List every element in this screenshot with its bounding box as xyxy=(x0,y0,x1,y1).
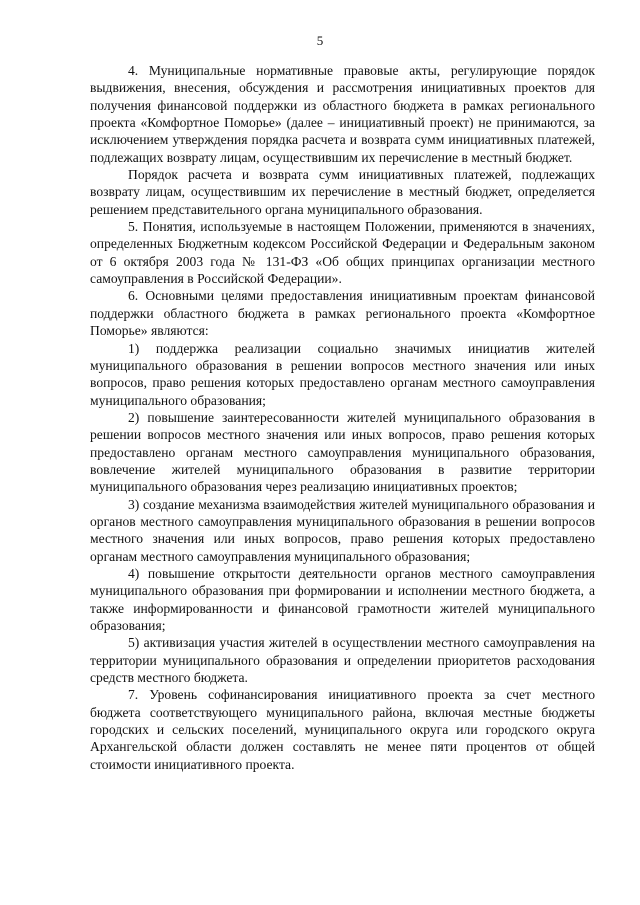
paragraph-4-normative-acts: 4. Муниципальные нормативные правовые акты, регулирующие порядок выдвижения, внесения, обсуждения и рассмотрения инициативных проектов для получения финансовой поддержки из областного бюджета в рамках регионального проекта «Комфортное Поморье» (далее – инициативный проект) не принимаются, за исключением утверждения порядка расчета и возврата сумм инициативных платежей, подлежащих возврату лицам, осуществившим их перечисление в местный бюджет. xyxy=(90,63,595,165)
goal-item-1: 1) поддержка реализации социально значимых инициатив жителей муниципального образования в решении вопросов местного значения или иных вопросов, право решения которых предоставлено органам местного самоуправления муниципального образования; xyxy=(90,340,595,408)
paragraph-5-definitions: 5. Понятия, используемые в настоящем Положении, применяются в значениях, определенных Бюджетным кодексом Российской Федерации и Федеральным законом от 6 октября 2003 года № 131-ФЗ «Об общих принципах организации местного самоуправления в Российской Федерации». xyxy=(90,219,595,287)
page-number: 5 xyxy=(316,33,324,48)
paragraph-refund-procedure: Порядок расчета и возврата сумм инициативных платежей, подлежащих возврату лицам, осуществившим их перечисление в местный бюджет, определяется решением представительного органа муниципального образования. xyxy=(90,167,595,217)
paragraph-7-cofinancing: 7. Уровень софинансирования инициативного проекта за счет местного бюджета соответствующего муниципального района, включая местные бюджеты городских и сельских поселений, муниципального округа или городского округа Архангельской области должен составлять не менее пяти процентов от общей стоимости инициативного проекта. xyxy=(90,687,595,772)
goal-item-4: 4) повышение открытости деятельности органов местного самоуправления муниципального образования при формировании и исполнении местного бюджета, а также информированности и финансовой грамотности жителей муниципального образования; xyxy=(90,565,595,633)
paragraph-6-goals: 6. Основными целями предоставления инициативным проектам финансовой поддержки областного бюджета в рамках регионального проекта «Комфортное Поморье» являются: xyxy=(90,288,595,339)
goal-item-5: 5) активизация участия жителей в осуществлении местного самоуправления на территории муниципального образования и определении приоритетов расходования средств местного бюджета. xyxy=(90,635,595,686)
document-body xyxy=(90,62,595,773)
goal-item-2: 2) повышение заинтересованности жителей муниципального образования в решении вопросов местного значения или иных вопросов, право решения которых предоставлено органам местного самоуправления муниципального образования, вовлечение жителей муниципального образования в развитие территории муниципального образования через реализацию инициативных проектов; xyxy=(90,409,595,495)
goal-item-3: 3) создание механизма взаимодействия жителей муниципального образования и органов местного самоуправления муниципального образования в решении вопросов местного значения или иных вопросов, право решения которых предоставлено органам местного самоуправления муниципального образования; xyxy=(90,496,595,564)
